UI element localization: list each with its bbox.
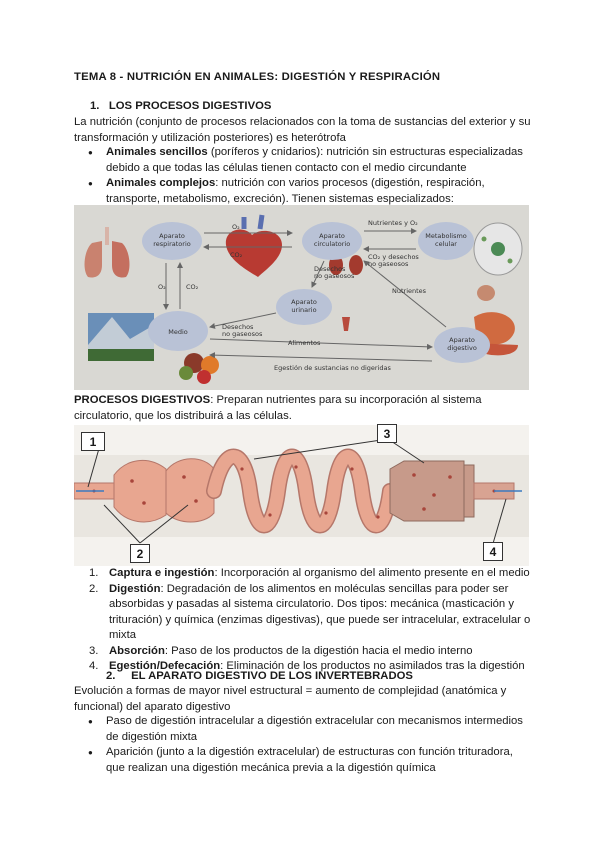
step-number: 2.: [89, 582, 99, 595]
page-title: TEMA 8 - NUTRICIÓN EN ANIMALES: DIGESTIÓN Y RESPIRACIÓN: [74, 71, 441, 83]
diagram-label: respiratorio: [153, 240, 191, 248]
term: Egestión/Defecación: [109, 660, 221, 672]
intro-line: Evolución a formas de mayor nivel estructural = aumento de complejidad (anatómica y: [74, 685, 507, 697]
section-1-title: LOS PROCESOS DIGESTIVOS: [108, 100, 272, 112]
list-item: [74, 566, 544, 582]
diagram-label: Alimentos: [288, 339, 321, 347]
diagram-label: Aparato: [159, 232, 185, 240]
definition-cont: circulatorio, que los distribuirá a las células.: [74, 409, 292, 422]
diagram-label: CO₂ y desechos: [368, 253, 419, 261]
section-1-heading: [90, 99, 271, 115]
label-3: 3: [377, 424, 397, 443]
list-item: [74, 745, 544, 776]
definition: : Degradación de los alimentos en moléculas sencillas para poder ser: [160, 582, 509, 595]
definition: (poríferos y cnidarios): nutrición sin estructuras especializadas: [207, 146, 523, 158]
diagram-label: Aparato: [291, 298, 317, 306]
list-item: [74, 145, 544, 176]
section-2-title: EL APARATO DIGESTIVO DE LOS INVERTEBRADOS: [131, 670, 413, 682]
list-item: [74, 582, 544, 644]
definition: : Preparan nutrientes para su incorporación al sistema: [210, 394, 482, 406]
diagram-label: CO₂: [186, 283, 199, 291]
diagram-label: no gaseosos: [314, 272, 355, 280]
step-number: 4.: [89, 660, 99, 672]
section-2-heading: [106, 669, 413, 685]
diagram-label: digestivo: [447, 344, 477, 352]
diagram-label: Nutrientes: [392, 287, 427, 295]
diagram-label: no gaseosos: [222, 330, 263, 338]
step-number: 3.: [89, 644, 99, 657]
diagram-label: Desechos: [222, 323, 254, 331]
term: Animales complejos: [106, 177, 216, 189]
definition: : Eliminación de los productos no asimilados tras la digestión: [220, 660, 525, 672]
nutrition-systems-diagram: [74, 205, 529, 390]
landscape-illustration: [88, 313, 154, 361]
label-4: 4: [483, 542, 503, 561]
definition-cont: debido a que todas las células tienen contacto con el medio circundante: [106, 161, 467, 174]
item-text: Paso de digestión intracelular a digestión extracelular con mecanismos intermedios: [106, 715, 523, 727]
definition-cont: trituración) y química (enzimas digestivas), que puede ser intracelular, extracelular o: [109, 613, 531, 626]
section-1-number: 1.: [90, 100, 100, 112]
animal-types-list: [74, 145, 544, 207]
diagram-label: celular: [435, 240, 457, 248]
diagram-label: Egestión de sustancias no digeridas: [274, 364, 391, 372]
intro-line: La nutrición (conjunto de procesos relacionados con la toma de sustancias del exterior y su: [74, 116, 531, 128]
lungs-illustration: [85, 227, 130, 278]
list-item: [74, 176, 544, 207]
diagram-label: O₂: [158, 283, 166, 291]
definition-cont: absorbidas y pasadas al sistema circulatorio. Dos tipos: mecánica (masticación y: [109, 598, 514, 610]
diagram-label: O₂: [232, 223, 240, 231]
diagram-label: Medio: [168, 328, 188, 336]
intro-line: funcional) del aparato digestivo: [74, 700, 231, 713]
cell-illustration: [474, 223, 522, 275]
diagram-label: Nutrientes y O₂: [368, 219, 418, 227]
definition: : nutrición con varios procesos (digestión, respiración,: [215, 177, 485, 189]
section-2-intro: [74, 684, 534, 715]
digestive-steps-list: [74, 566, 544, 675]
term: Animales sencillos: [106, 146, 208, 158]
list-item: [74, 714, 544, 745]
item-text-cont: que realizan una digestión mecánica previa a la digestión química: [106, 761, 436, 774]
term: Digestión: [109, 582, 161, 595]
list-item: [74, 644, 544, 660]
item-text: Aparición (junto a la digestión extracelular) de estructuras con función trituradora,: [106, 746, 513, 758]
procesos-paragraph: [74, 393, 534, 424]
step-number: 1.: [89, 567, 99, 579]
diagram-label: Aparato: [319, 232, 345, 240]
definition: : Paso de los productos de la digestión hacia el medio interno: [164, 644, 473, 657]
term: PROCESOS DIGESTIVOS: [74, 394, 211, 406]
intro-line: transformación y utilización posteriores) es heterótrofa: [74, 131, 346, 144]
label-1: 1: [81, 432, 105, 451]
section-1-intro: [74, 115, 534, 146]
label-2: 2: [130, 544, 150, 563]
term: Absorción: [109, 644, 165, 657]
item-text-cont: de digestión mixta: [106, 730, 198, 743]
invertebrate-list: [74, 714, 544, 776]
diagram-label: Metabolismo: [425, 232, 467, 240]
section-2-number: 2.: [106, 670, 116, 682]
definition: : Incorporación al organismo del alimento presente en el medio: [214, 567, 530, 579]
definition-cont: mixta: [109, 629, 136, 641]
diagram-label: CO₂: [230, 251, 243, 259]
definition-cont: transporte, metabolismo, excreción). Tienen sistemas especializados:: [106, 192, 454, 205]
food-illustration: [179, 353, 219, 384]
diagram-label: no gaseosos: [368, 260, 409, 268]
diagram-label: circulatorio: [313, 240, 351, 248]
diagram-label: Desechos: [314, 265, 346, 273]
diagram-label: Aparato: [449, 336, 475, 344]
diagram-label: urinario: [291, 306, 317, 314]
term: Captura e ingestión: [109, 567, 215, 579]
